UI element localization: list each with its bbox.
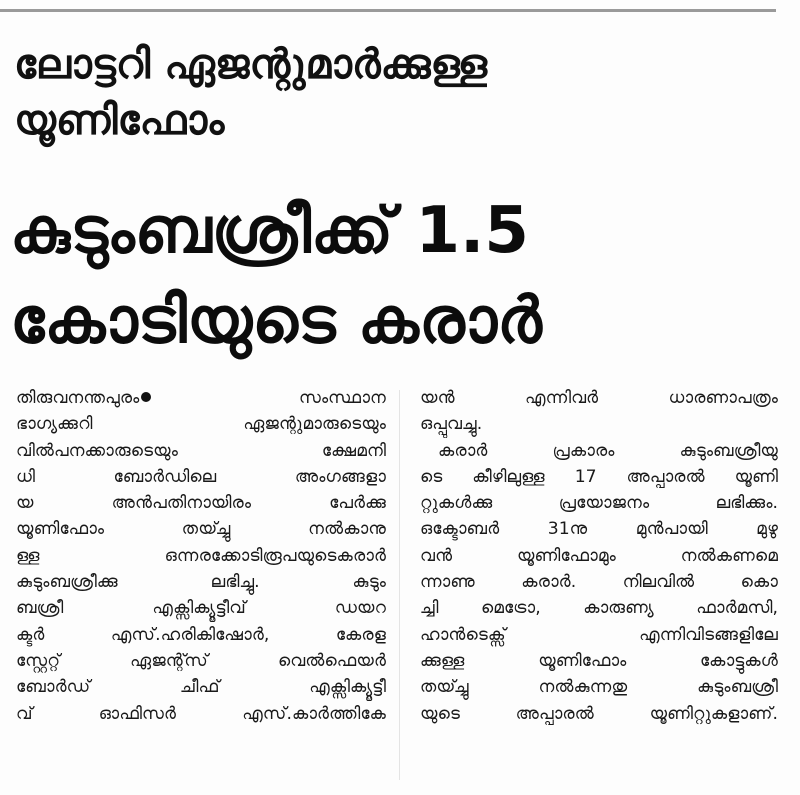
body-line: ഹാൻടെക്സ് എന്നിവിടങ്ങളിലേ (420, 624, 778, 645)
body-line: തയ്ച്ചു നൽകുന്നതു കുടുംബശ്രീ (420, 677, 778, 698)
kicker-headline (14, 36, 784, 148)
body-line: തിരുവനന്തപുരം സംസ്ഥാന (16, 388, 386, 408)
body-line: ഒക്ടോബർ 31നു മുൻപായി മുഴു (420, 519, 778, 540)
body-line: യൂണിഫോം തയ്ച്ചു നൽകാനു (16, 519, 386, 540)
body-line: ഒപ്പുവച്ചു. (420, 414, 483, 435)
article-column-right (420, 385, 778, 727)
body-line: ടെ കീഴിലുള്ള 17 അപ്പാരൽ യൂണി (420, 466, 778, 487)
column-divider (399, 390, 400, 780)
body-line: വിൽപനക്കാരുടെയും ക്ഷേമനി (16, 440, 386, 461)
body-line: ച്ചി മെട്രോ, കാരുണ്യ ഫാർമസി, (420, 598, 778, 619)
body-line: ക്ടർ എസ്.ഹരികിഷോർ, കേരള (16, 624, 386, 645)
top-rule (0, 9, 776, 12)
article-column-left (16, 385, 386, 727)
body-line: ക്കുള്ള യൂണിഫോം കോട്ടുകൾ (420, 650, 778, 671)
body-line: റ്റുകൾക്കു പ്രയോജനം ലഭിക്കും. (420, 493, 778, 514)
dateline: തിരുവനന്തപുരം (16, 388, 140, 408)
kicker-line: യൂണിഫോം (14, 96, 225, 144)
dateline-bullet-icon (141, 392, 151, 402)
body-line: യ അൻപതിനായിരം പേർക്കു (16, 493, 386, 514)
kicker-line: ലോട്ടറി ഏജന്റുമാർക്കുള്ള (14, 40, 488, 88)
body-line: വൻ യൂണിഫോമും നൽകണമെ (420, 545, 778, 566)
body-line: ബശ്രീ എക്സിക്യൂട്ടീവ് ഡയറ (16, 598, 386, 619)
body-line: ബോർഡ് ചീഫ് എക്സിക്യൂട്ടീ (16, 677, 386, 698)
headline-line: കുടുംബശ്രീക്ക് 1.5 (10, 194, 529, 268)
body-line: ന്നാണു കരാർ. നിലവിൽ കൊ (420, 572, 778, 593)
body-line: കുടുംബശ്രീക്കു ലഭിച്ചു. കുടും (16, 572, 386, 593)
body-line: ധി ബോർഡിലെ അംഗങ്ങളാ (16, 466, 386, 487)
body-line: യുടെ അപ്പാരൽ യൂണിറ്റുകളാണ്. (420, 703, 778, 724)
body-line: കരാർ പ്രകാരം കുടുംബശ്രീയു (438, 440, 778, 461)
body-line: സ്റ്റേറ്റ് ഏജന്റ്സ് വെൽഫെയർ (16, 650, 386, 671)
body-line: ഭാഗ്യക്കുറി ഏജന്റുമാരുടെയും (16, 414, 386, 435)
body-line: ള്ള ഒന്നരക്കോടിരൂപയുടെകരാർ (16, 545, 386, 566)
body-line: യൻ എന്നിവർ ധാരണാപത്രം (420, 388, 778, 408)
body-line: വ് ഓഫിസർ എസ്.കാർത്തികേ (16, 703, 386, 724)
headline-line: കോടിയുടെ കരാർ (10, 284, 542, 358)
main-headline (10, 186, 790, 366)
